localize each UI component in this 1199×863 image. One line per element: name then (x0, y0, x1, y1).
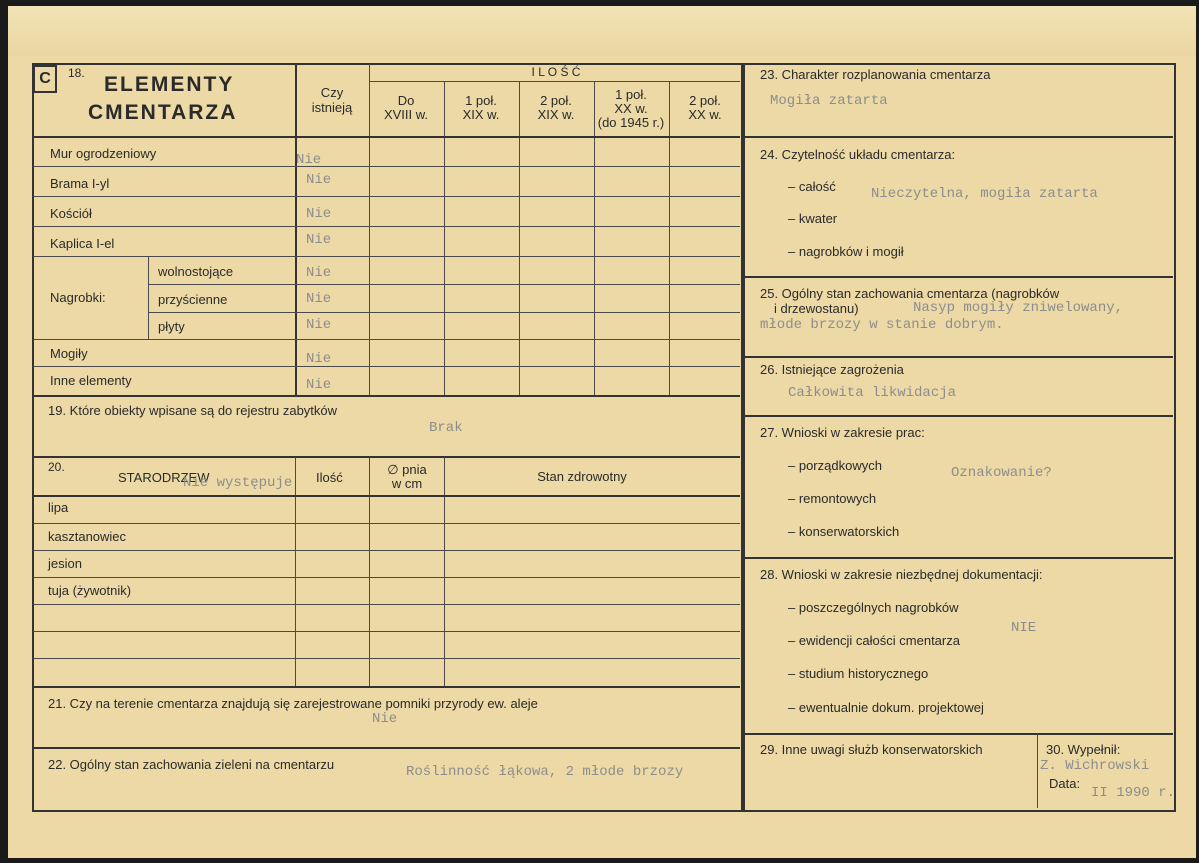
grid-line (33, 604, 740, 605)
period-4-line2: XX w. (614, 101, 648, 116)
tree-row-jesion: jesion (48, 556, 82, 571)
grid-line (295, 64, 297, 395)
period-5-line2: XX w. (688, 107, 722, 122)
section-23-value: Mogiła zatarta (770, 93, 888, 109)
section-30-label: 30. Wypełnił: (1046, 742, 1121, 757)
grid-line (33, 495, 740, 497)
grid-line (33, 686, 740, 688)
grid-line (744, 136, 1173, 138)
section-22-value: Roślinność łąkowa, 2 młode brzozy (406, 764, 684, 780)
answer-kaplica: Nie (306, 232, 332, 248)
grid-line (669, 82, 670, 395)
grid-line (33, 395, 740, 397)
section-28-item-nagrobkow: – poszczególnych nagrobków (788, 600, 959, 615)
record-card (8, 6, 1196, 858)
grid-line (33, 196, 740, 197)
row-label-mogily: Mogiły (50, 346, 88, 361)
grid-line (744, 415, 1173, 417)
period-2-line1: 1 poł. (465, 93, 497, 108)
grid-line (33, 577, 740, 578)
category-mark: C (33, 65, 57, 93)
answer-inne: Nie (306, 377, 332, 393)
grid-line (33, 366, 740, 367)
row-label-inne: Inne elementy (50, 373, 132, 388)
grid-line (148, 312, 740, 313)
answer-mogily: Nie (306, 351, 332, 367)
section-27-item-konserwatorskich: – konserwatorskich (788, 524, 900, 539)
grid-line (370, 81, 740, 82)
period-3-line2: XIX w. (537, 107, 575, 122)
grid-line (1037, 734, 1038, 808)
section-18-title-line2: CMENTARZA (88, 101, 238, 124)
section-27-item-porzadkowych: – porządkowych (788, 458, 882, 473)
section-24-item-kwater: – kwater (788, 211, 838, 226)
section-28-value: NIE (1011, 620, 1037, 636)
header-tree-ilosc: Ilość (316, 470, 343, 485)
header-ilosc: I L O Ś Ć (531, 65, 581, 79)
section-20-typed: Nie występuje (183, 475, 293, 491)
grid-line (33, 747, 740, 749)
answer-kosciol: Nie (306, 206, 332, 222)
section-21-value: Nie (372, 711, 398, 727)
section-25-label-line2: i drzewostanu) (774, 301, 859, 316)
section-27-value: Oznakowanie? (951, 465, 1052, 481)
period-4-line3: (do 1945 r.) (597, 115, 665, 130)
section-28-item-ewidencji: – ewidencji całości cmentarza (788, 633, 960, 648)
section-24-label: 24. Czytelność układu cmentarza: (760, 147, 956, 162)
section-24-value: Nieczytelna, mogiła zatarta (871, 186, 1098, 202)
header-czy: Czy (320, 85, 344, 100)
grid-line (744, 733, 1173, 735)
section-21-label: 21. Czy na terenie cmentarza znajdują się zarejestrowane pomniki przyrody ew. aleje (48, 696, 538, 711)
row-label-nagrobki: Nagrobki: (50, 290, 106, 305)
period-1-line2: XVIII w. (383, 107, 429, 122)
section-30-date: II 1990 r. (1091, 785, 1176, 801)
grid-line (369, 457, 370, 687)
row-label-mur: Mur ogrodzeniowy (50, 146, 157, 161)
tree-row-lipa: lipa (48, 500, 69, 515)
period-3-line1: 2 poł. (540, 93, 572, 108)
grid-line (33, 339, 740, 340)
section-18-title-line1: ELEMENTY (104, 73, 235, 96)
header-istnieja: istnieją (311, 100, 353, 115)
tree-row-kasztanowiec: kasztanowiec (48, 529, 127, 544)
period-4-line1: 1 poł. (615, 87, 647, 102)
grid-line (744, 356, 1173, 358)
row-label-wolnostojace: wolnostojące (158, 264, 234, 279)
grid-line (33, 523, 740, 524)
section-20-number: 20. (48, 460, 65, 474)
section-19-label: 19. Które obiekty wpisane są do rejestru zabytków (48, 403, 338, 418)
section-26-label: 26. Istniejące zagrożenia (760, 362, 904, 377)
header-tree-pnia: ∅ pnia (387, 462, 427, 477)
answer-brama: Nie (306, 172, 332, 188)
header-tree-wcm: w cm (391, 476, 423, 491)
period-1-line1: Do (397, 93, 415, 108)
row-label-brama: Brama I-yl (50, 176, 110, 191)
section-25-value-line1: Nasyp mogiły zniwelowany, (913, 300, 1124, 316)
grid-line (444, 457, 445, 687)
grid-line (295, 457, 296, 687)
period-5-line1: 2 poł. (689, 93, 721, 108)
answer-plyty: Nie (306, 317, 332, 333)
section-25-value-line2: młode brzozy w stanie dobrym. (760, 317, 1004, 333)
section-26-value: Całkowita likwidacja (788, 385, 957, 401)
section-23-label: 23. Charakter rozplanowania cmentarza (760, 67, 991, 82)
section-19-value: Brak (429, 420, 463, 436)
grid-line (33, 631, 740, 632)
answer-mur: Nie (296, 152, 322, 168)
grid-line (33, 456, 740, 458)
section-24-item-nagrobkow: – nagrobków i mogił (788, 244, 904, 259)
grid-line (519, 82, 520, 395)
grid-line (33, 226, 740, 227)
grid-line (369, 64, 370, 395)
row-label-przyscienne: przyścienne (158, 292, 228, 307)
section-28-label: 28. Wnioski w zakresie niezbędnej dokumentacji: (760, 567, 1043, 582)
section-30-name: Z. Wichrowski (1040, 758, 1150, 774)
row-label-kosciol: Kościół (50, 206, 92, 221)
grid-line (148, 284, 740, 285)
grid-line (744, 557, 1173, 559)
section-27-label: 27. Wnioski w zakresie prac: (760, 425, 925, 440)
section-28-item-studium: – studium historycznego (788, 666, 929, 681)
section-27-item-remontowych: – remontowych (788, 491, 877, 506)
row-label-plyty: płyty (158, 319, 185, 334)
section-28-item-projektowej: – ewentualnie dokum. projektowej (788, 700, 984, 715)
card-top-edge (8, 6, 1196, 56)
section-30-date-label: Data: (1049, 776, 1081, 791)
grid-line (594, 82, 595, 395)
period-2-line2: XIX w. (462, 107, 500, 122)
section-20-title: STARODRZEW (118, 470, 210, 485)
grid-line (33, 658, 740, 659)
header-tree-stan: Stan zdrowotny (537, 469, 627, 484)
section-29-label: 29. Inne uwagi służb konserwatorskich (760, 742, 983, 757)
grid-line (33, 550, 740, 551)
section-22-label: 22. Ogólny stan zachowania zieleni na cmentarzu (48, 757, 335, 772)
section-18-number: 18. (68, 66, 85, 80)
section-24-item-calosc: – całość (788, 179, 836, 194)
answer-wolnostojace: Nie (306, 265, 332, 281)
grid-line (744, 276, 1173, 278)
row-label-kaplica: Kaplica I-el (50, 236, 115, 251)
grid-line (33, 256, 740, 257)
grid-line (148, 256, 149, 339)
grid-line (444, 82, 445, 395)
answer-przyscienne: Nie (306, 291, 332, 307)
section-25-label-line1: 25. Ogólny stan zachowania cmentarza (nagrobków (760, 286, 1060, 301)
tree-row-tuja: tuja (żywotnik) (48, 583, 132, 598)
grid-line (33, 136, 740, 138)
grid-line (33, 166, 740, 167)
